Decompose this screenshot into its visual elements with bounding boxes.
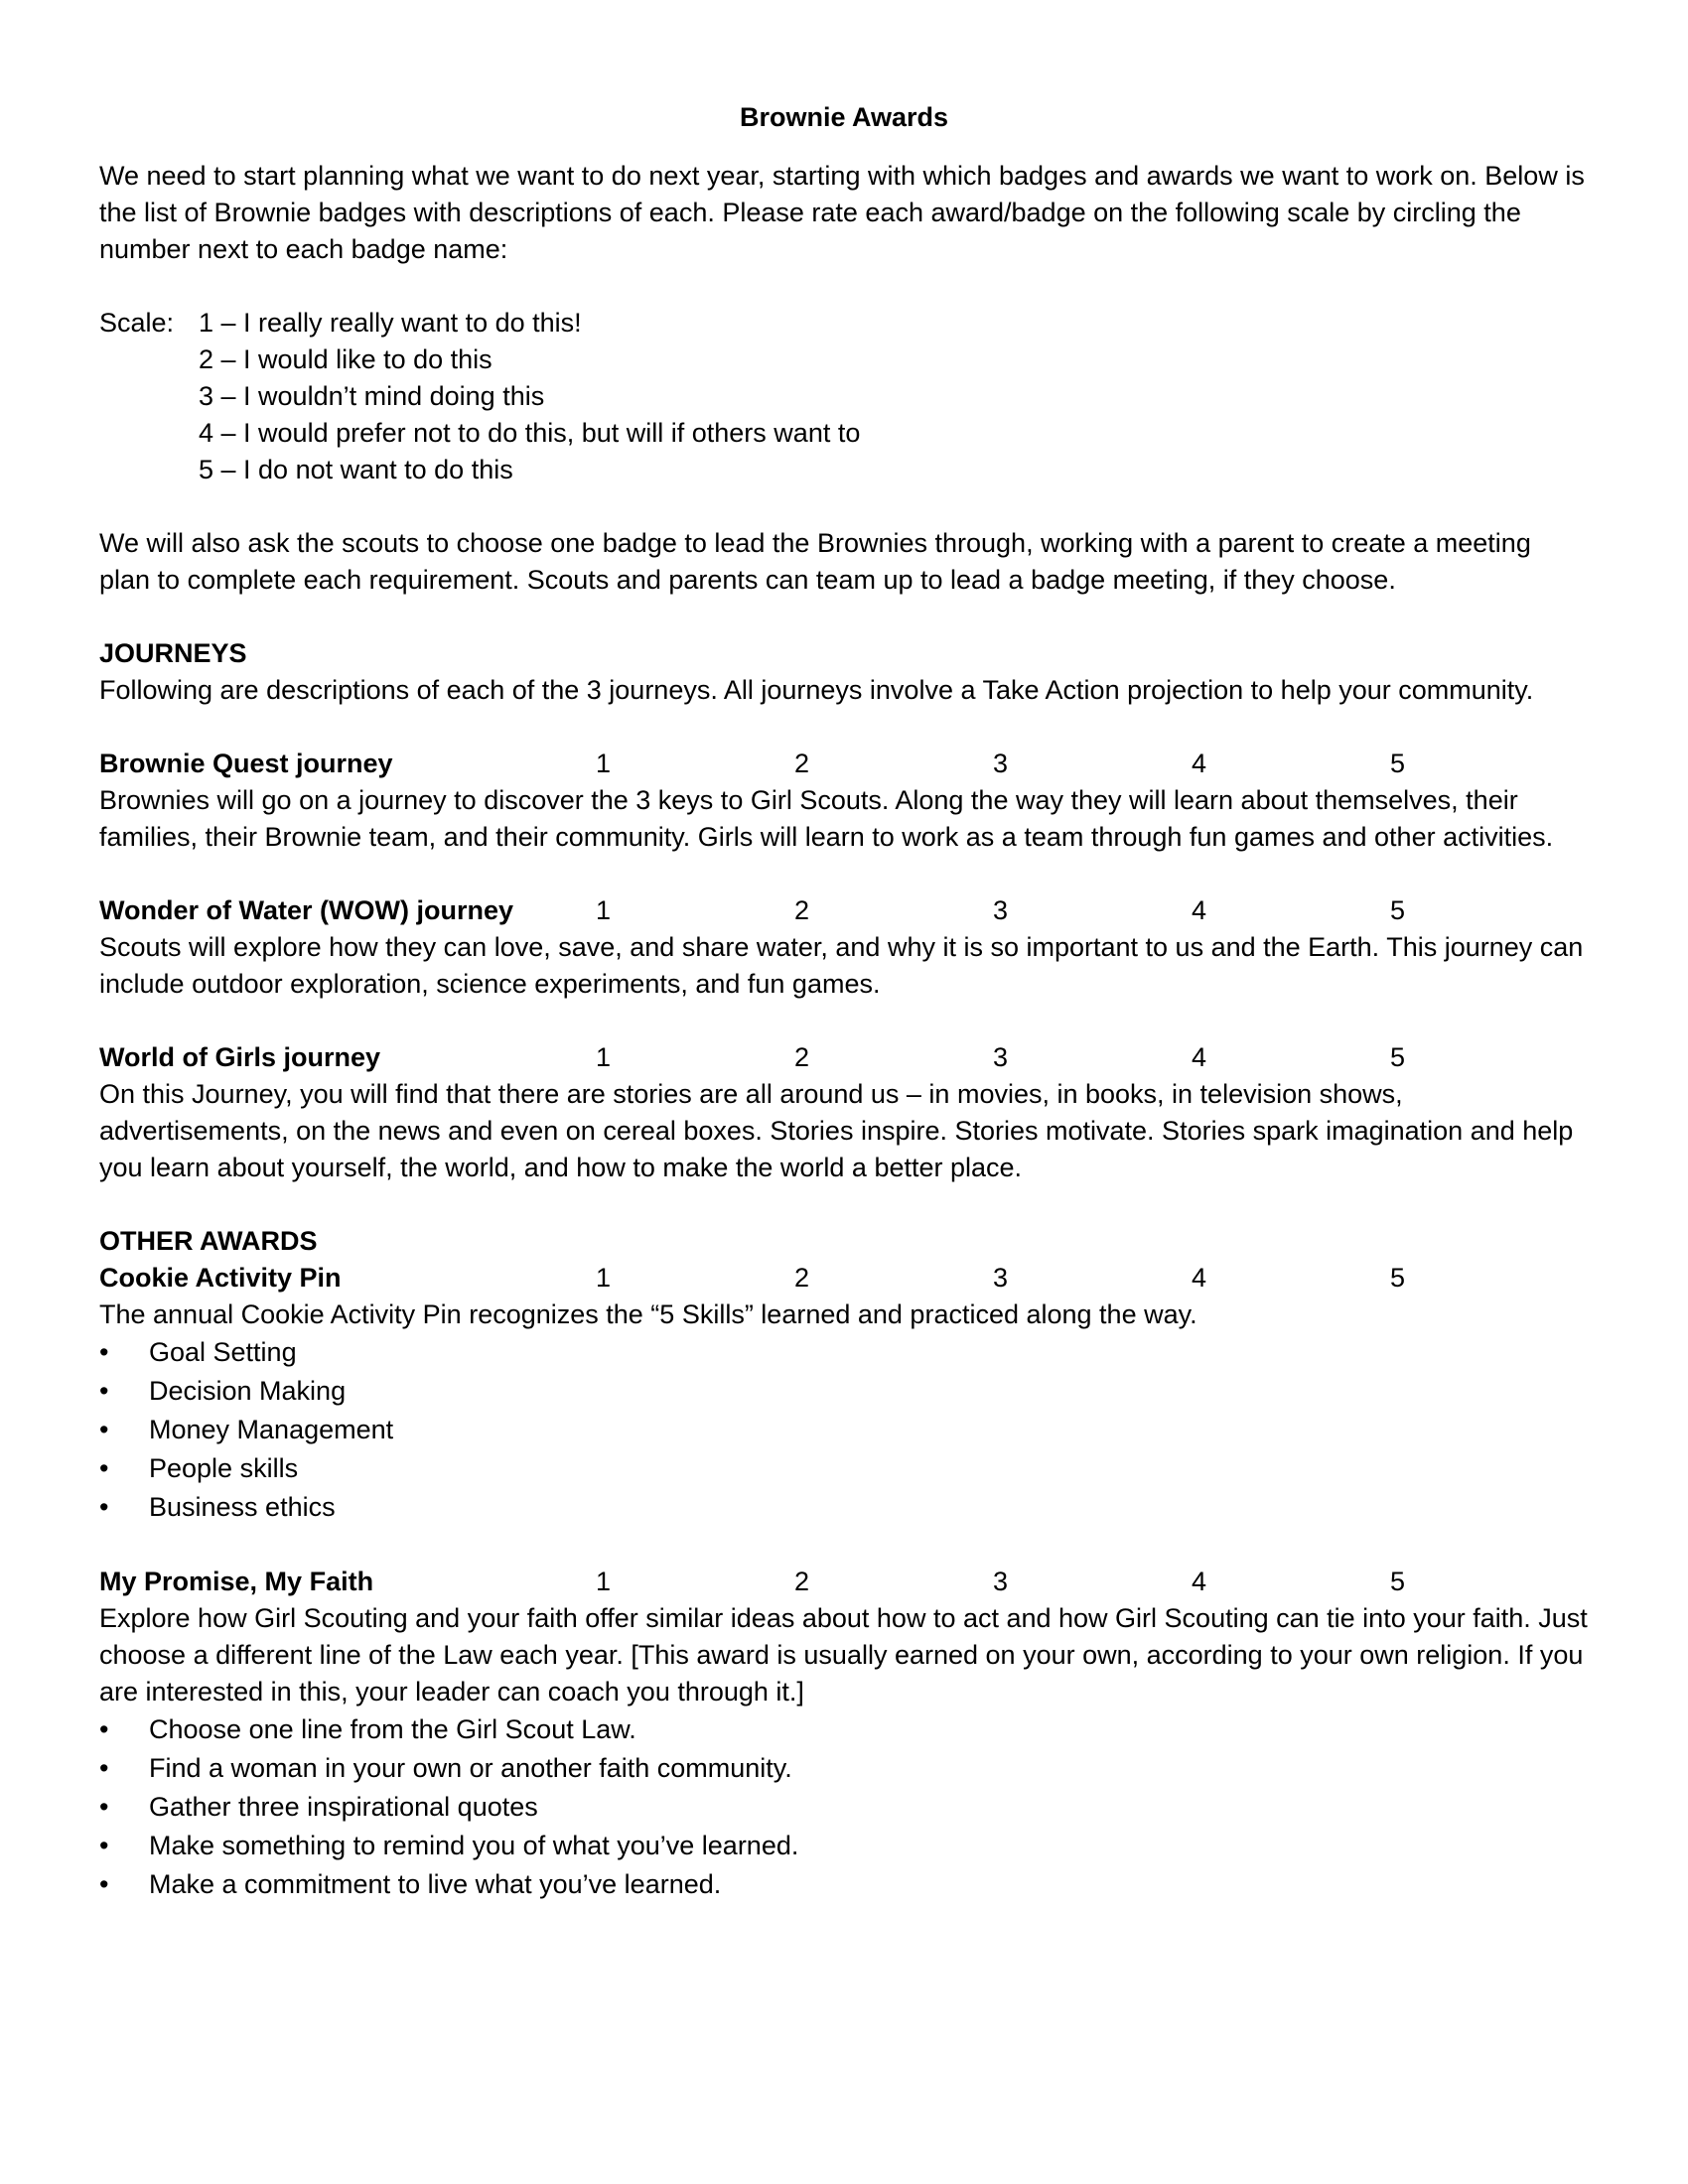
award-name: Wonder of Water (WOW) journey <box>99 895 513 925</box>
document-page <box>99 99 1589 1904</box>
award-description: Scouts will explore how they can love, save, and share water, and why it is so important to us and the Earth. This journey can include outdoor exploration, science experiments, and fun games. <box>99 932 1584 999</box>
list-item: • Money Management <box>99 1411 1589 1449</box>
rating-option-2[interactable]: 2 <box>794 1263 810 1293</box>
lead-note-paragraph: We will also ask the scouts to choose one badge to lead the Brownies through, working with a parent to create a meeting plan to complete each requirement. Scouts and parents can team up to lead a badge meeting, if they choose. <box>99 528 1531 595</box>
bullet-icon: • <box>99 1831 109 1860</box>
award-name: World of Girls journey <box>99 1042 381 1072</box>
bullet-icon: • <box>99 1753 109 1783</box>
list-item: • Find a woman in your own or another faith community. <box>99 1749 1589 1788</box>
scale-item: 5 – I do not want to do this <box>199 455 513 484</box>
page-title: Brownie Awards <box>739 102 949 132</box>
other-awards-heading: OTHER AWARDS <box>99 1226 318 1256</box>
rating-option-5[interactable]: 5 <box>1390 1042 1406 1072</box>
rating-option-3[interactable]: 3 <box>993 895 1009 925</box>
list-item: • Make something to remind you of what you’ve learned. <box>99 1827 1589 1865</box>
bullet-icon: • <box>99 1792 109 1822</box>
journeys-heading: JOURNEYS <box>99 638 247 668</box>
bullet-icon: • <box>99 1492 109 1522</box>
bullet-list <box>99 1333 1589 1527</box>
award-description: The annual Cookie Activity Pin recognizes the “5 Skills” learned and practiced along the way. <box>99 1299 1197 1329</box>
list-item: • Goal Setting <box>99 1333 1589 1372</box>
bullet-list <box>99 1710 1589 1904</box>
scale-item: 2 – I would like to do this <box>199 344 492 374</box>
award-row-wonder-of-water <box>99 892 1589 929</box>
rating-option-2[interactable]: 2 <box>794 1567 810 1596</box>
bullet-icon: • <box>99 1376 109 1406</box>
rating-option-1[interactable]: 1 <box>596 1567 612 1596</box>
list-item: • Gather three inspirational quotes <box>99 1788 1589 1827</box>
award-row-cookie-activity-pin <box>99 1260 1589 1297</box>
bullet-icon: • <box>99 1869 109 1899</box>
rating-option-4[interactable]: 4 <box>1192 1567 1207 1596</box>
journeys-intro: Following are descriptions of each of the 3 journeys. All journeys involve a Take Action projection to help your community. <box>99 675 1534 705</box>
rating-option-1[interactable]: 1 <box>596 1042 612 1072</box>
rating-option-2[interactable]: 2 <box>794 895 810 925</box>
scale-label: Scale: <box>99 308 175 338</box>
list-item: • Business ethics <box>99 1488 1589 1527</box>
award-description: Explore how Girl Scouting and your faith offer similar ideas about how to act and how Girl Scouting can tie into your faith. Just choose a different line of the Law each year. [This award is usually earned on your own, according to your own religion. If you are interested in this, your leader can coach you through it.] <box>99 1603 1588 1706</box>
rating-option-2[interactable]: 2 <box>794 749 810 778</box>
award-name: Brownie Quest journey <box>99 749 393 778</box>
rating-option-4[interactable]: 4 <box>1192 749 1207 778</box>
list-item: • Make a commitment to live what you’ve learned. <box>99 1865 1589 1904</box>
award-description: On this Journey, you will find that there are stories are all around us – in movies, in books, in television shows, advertisements, on the news and even on cereal boxes. Stories inspire. Stories motivate. Stories spark imagination and help you learn about yourself, the world, and how to make the world a better place. <box>99 1079 1574 1182</box>
list-item: • People skills <box>99 1449 1589 1488</box>
intro-paragraph: We need to start planning what we want to do next year, starting with which badges and awards we want to work on. Below is the list of Brownie badges with descriptions of each. Please rate each award/badge on the following scale by circling the number next to each badge name: <box>99 161 1585 264</box>
rating-option-3[interactable]: 3 <box>993 1042 1009 1072</box>
rating-option-3[interactable]: 3 <box>993 1263 1009 1293</box>
rating-option-5[interactable]: 5 <box>1390 749 1406 778</box>
bullet-icon: • <box>99 1714 109 1744</box>
award-row-brownie-quest <box>99 746 1589 782</box>
bullet-icon: • <box>99 1337 109 1367</box>
rating-option-3[interactable]: 3 <box>993 1567 1009 1596</box>
award-name: Cookie Activity Pin <box>99 1263 342 1293</box>
rating-option-5[interactable]: 5 <box>1390 1263 1406 1293</box>
list-item: • Decision Making <box>99 1372 1589 1411</box>
rating-scale <box>99 305 1589 488</box>
list-item: • Choose one line from the Girl Scout Law. <box>99 1710 1589 1749</box>
rating-option-3[interactable]: 3 <box>993 749 1009 778</box>
bullet-icon: • <box>99 1453 109 1483</box>
rating-option-4[interactable]: 4 <box>1192 1263 1207 1293</box>
rating-option-1[interactable]: 1 <box>596 749 612 778</box>
bullet-icon: • <box>99 1415 109 1444</box>
rating-option-4[interactable]: 4 <box>1192 1042 1207 1072</box>
award-description: Brownies will go on a journey to discover the 3 keys to Girl Scouts. Along the way they will learn about themselves, their families, their Brownie team, and their community. Girls will learn to work as a team through fun games and other activities. <box>99 785 1554 852</box>
rating-option-1[interactable]: 1 <box>596 895 612 925</box>
award-name: My Promise, My Faith <box>99 1567 374 1596</box>
award-row-world-of-girls <box>99 1039 1589 1076</box>
scale-item: 3 – I wouldn’t mind doing this <box>199 381 545 411</box>
scale-item: 4 – I would prefer not to do this, but will if others want to <box>199 418 861 448</box>
rating-option-5[interactable]: 5 <box>1390 1567 1406 1596</box>
rating-option-4[interactable]: 4 <box>1192 895 1207 925</box>
award-row-my-promise-my-faith <box>99 1564 1589 1600</box>
scale-item: 1 – I really really want to do this! <box>199 308 582 338</box>
rating-option-2[interactable]: 2 <box>794 1042 810 1072</box>
rating-option-5[interactable]: 5 <box>1390 895 1406 925</box>
rating-option-1[interactable]: 1 <box>596 1263 612 1293</box>
